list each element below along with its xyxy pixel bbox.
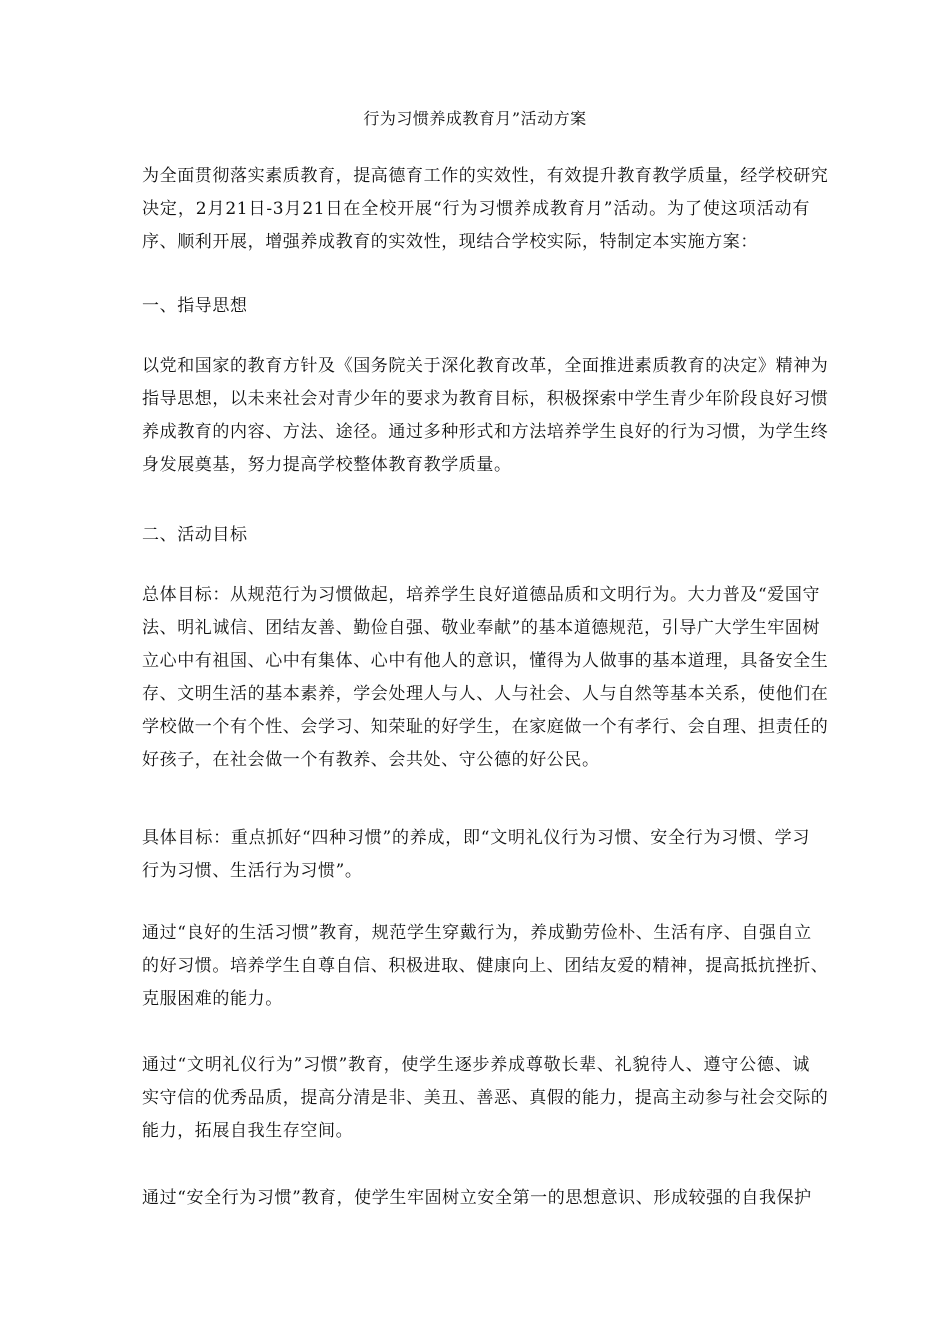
text-line: 身发展奠基，努力提高学校整体教育教学质量。 xyxy=(142,455,512,475)
text-line: 能力，拓展自我生存空间。 xyxy=(142,1121,354,1141)
text-line: 具体目标：重点抓好“四种习惯”的养成，即“文明礼仪行为习惯、安全行为习惯、学习 xyxy=(142,828,810,848)
paragraph-overall-goal xyxy=(142,579,829,777)
text-line: 一、指导思想 xyxy=(142,296,248,316)
text-line: 序、顺利开展，增强养成教育的实效性，现结合学校实际，特制定本实施方案： xyxy=(142,232,758,252)
section-heading-guiding-ideology xyxy=(142,290,810,323)
text-line: 法、明礼诚信、团结友善、勤俭自强、敬业奉献”的基本道德规范，引导广大学生牢固树 xyxy=(142,618,821,638)
text-line: 实守信的优秀品质，提高分清是非、美丑、善恶、真假的能力，提高主动参与社会交际的 xyxy=(142,1088,829,1108)
text-line: 为全面贯彻落实素质教育，提高德育工作的实效性，有效提升教育教学质量，经学校研究 xyxy=(142,166,829,186)
text-line: 学校做一个有个性、会学习、知荣耻的好学生，在家庭做一个有孝行、会自理、担责任的 xyxy=(142,717,829,737)
text-line: 以党和国家的教育方针及《国务院关于深化教育改革，全面推进素质教育的决定》精神为 xyxy=(142,356,829,376)
text-line: 行为习惯、生活行为习惯”。 xyxy=(142,861,363,881)
paragraph-etiquette-habits xyxy=(142,1049,829,1148)
text-line: 决定，2月21日-3月21日在全校开展“行为习惯养成教育月”活动。为了使这项活动有 xyxy=(142,199,810,219)
text-line: 通过“良好的生活习惯”教育，规范学生穿戴行为，养成勤劳俭朴、生活有序、自强自立 xyxy=(142,923,812,943)
text-line: 克服困难的能力。 xyxy=(142,989,283,1009)
document-title: 行为习惯养成教育月”活动方案 xyxy=(363,109,587,128)
text-line: 的好习惯。培养学生自尊自信、积极进取、健康向上、团结友爱的精神，提高抵抗挫折、 xyxy=(142,956,829,976)
text-line: 立心中有祖国、心中有集体、心中有他人的意识，懂得为人做事的基本道理，具备安全生 xyxy=(142,651,829,671)
section-heading-activity-goals xyxy=(142,519,810,552)
text-line: 通过“安全行为习惯”教育，使学生牢固树立安全第一的思想意识、形成较强的自我保护 xyxy=(142,1188,812,1208)
text-line: 二、活动目标 xyxy=(142,525,248,545)
paragraph-living-habits xyxy=(142,917,829,1016)
paragraph-guiding-ideology xyxy=(142,350,829,482)
text-line: 通过“文明礼仪行为”习惯”教育，使学生逐步养成尊敬长辈、礼貌待人、遵守公德、诚 xyxy=(142,1055,810,1075)
text-line: 好孩子，在社会做一个有教养、会共处、守公德的好公民。 xyxy=(142,750,600,770)
text-line: 指导思想，以未来社会对青少年的要求为教育目标，积极探索中学生青少年阶段良好习惯 xyxy=(142,389,829,409)
text-line: 养成教育的内容、方法、途径。通过多种形式和方法培养学生良好的行为习惯，为学生终 xyxy=(142,422,829,442)
text-line: 总体目标：从规范行为习惯做起，培养学生良好道德品质和文明行为。大力普及“爱国守 xyxy=(142,585,821,605)
paragraph-safety-habits xyxy=(142,1182,810,1215)
paragraph-intro xyxy=(142,160,829,259)
paragraph-specific-goal xyxy=(142,822,810,888)
text-line: 存、文明生活的基本素养，学会处理人与人、人与社会、人与自然等基本关系，使他们在 xyxy=(142,684,829,704)
